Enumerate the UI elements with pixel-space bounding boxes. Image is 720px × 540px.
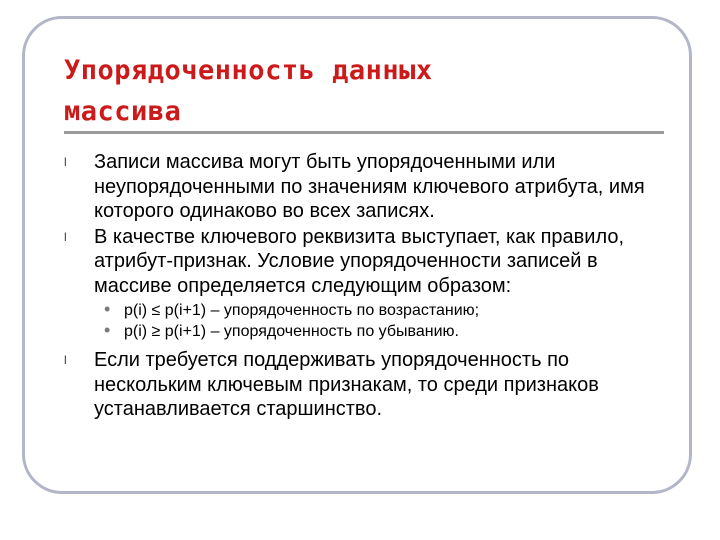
bullet-icon: l — [64, 353, 67, 367]
list-item-text: Если требуется поддерживать упорядоченность по нескольким ключевым признакам, то среди признаков устанавливается старшинство. — [94, 349, 599, 420]
list-item-text: Записи массива могут быть упорядоченными или неупорядоченными по значениям ключевого атрибута, имя которого одинаково во всех записях. — [94, 151, 645, 222]
list-item-text: В качестве ключевого реквизита выступает, как правило, атрибут-признак. Условие упорядоченности записей в массиве определяется следующим образом: — [94, 225, 625, 297]
list-item — [64, 225, 674, 343]
list-item — [64, 150, 674, 224]
sub-list — [94, 300, 674, 342]
title-divider — [64, 131, 664, 134]
sub-list-item — [94, 321, 674, 342]
bullet-icon: l — [64, 229, 67, 244]
title-line-2: массива — [64, 96, 182, 127]
sub-list-item-text: p(i) ≥ p(i+1) – упорядоченность по убыванию. — [124, 323, 459, 340]
title-line-1: Упорядоченность данных — [64, 55, 433, 86]
list-item — [64, 348, 674, 422]
sub-bullet-icon: • — [104, 320, 111, 340]
bullet-icon: l — [64, 155, 67, 169]
bullet-list — [64, 150, 674, 422]
sub-list-item — [94, 300, 674, 321]
sub-list-item-text: p(i) ≤ p(i+1) – упорядоченность по возрастанию; — [124, 302, 480, 319]
slide-title — [64, 50, 433, 132]
sub-bullet-icon: • — [104, 299, 111, 319]
